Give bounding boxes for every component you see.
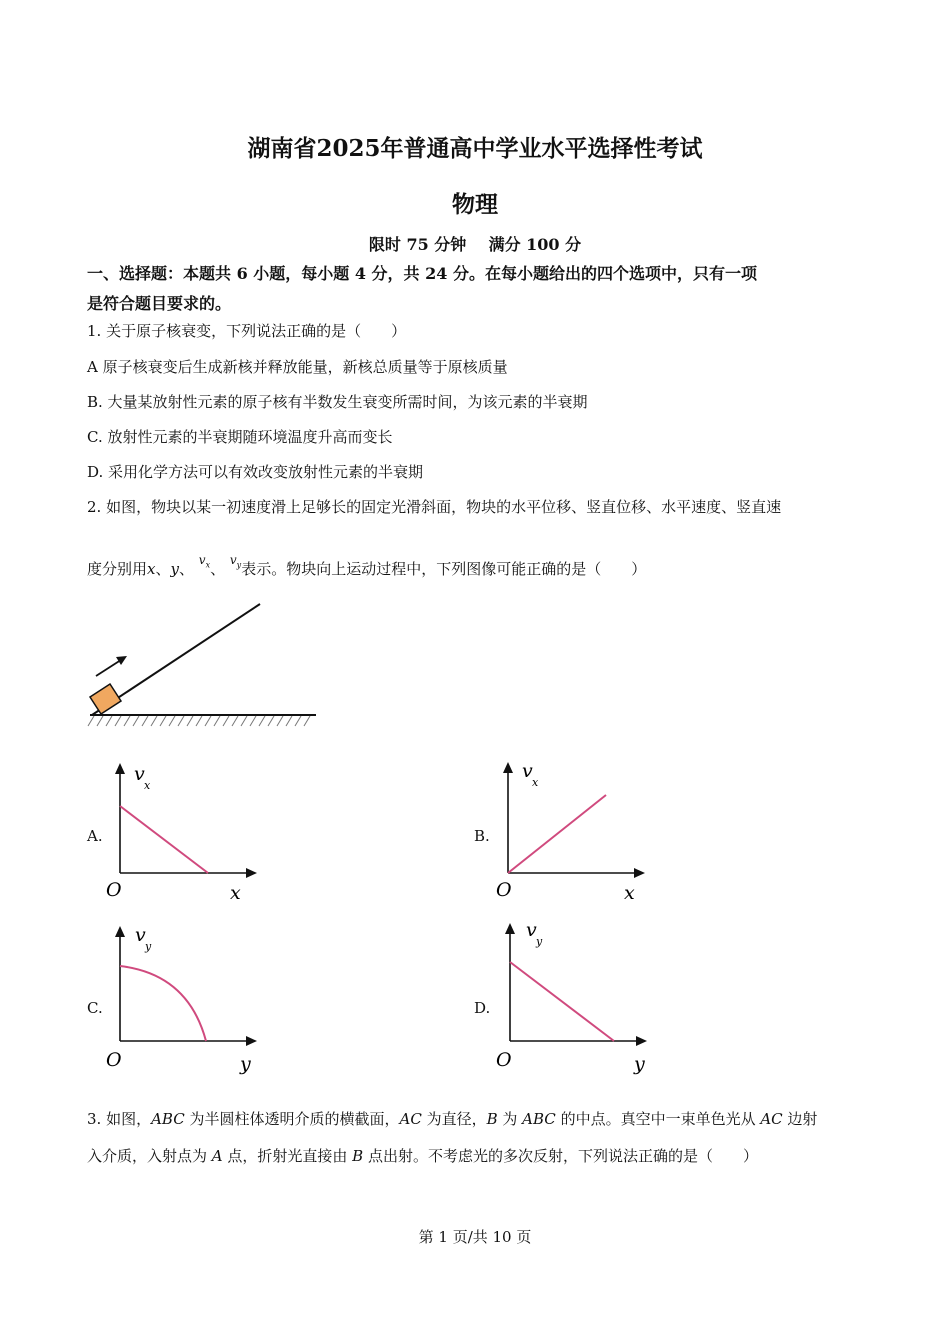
q1-stem: 1. 关于原子核衰变，下列说法正确的是（ ） [87, 322, 407, 340]
graph-d-xlabel: y [634, 1053, 645, 1075]
q2-option-a-label: A. [87, 827, 103, 845]
q2-option-c-label: C. [87, 999, 103, 1017]
graph-a-ysub: x [144, 779, 151, 792]
subject-title: 物理 [452, 191, 498, 218]
q3-stem-line1: 3. 如图，ABC 为半圆柱体透明介质的横截面，AC 为直径，B 为 ABC 的中点。真空中一束单色光从 AC 边射 [87, 1110, 818, 1128]
time-score: 限时 75 分钟 满分 100 分 [368, 235, 582, 254]
graph-b-line [508, 795, 606, 873]
block [90, 684, 121, 714]
graph-b-ysub: x [532, 776, 539, 789]
q2-option-b-label: B. [474, 827, 490, 845]
q2-stem-line2: 度分别用x、y、 $^{v_x}$、 $^{v_y}$表示。物块向上运动过程中，下列图像可能正确的是（ ） [87, 553, 647, 578]
graph-c-ysub: y [145, 940, 152, 953]
graph-a-xlabel: x [230, 882, 241, 904]
q1-option-c: C. 放射性元素的半衰期随环境温度升高而变长 [87, 428, 393, 446]
graph-c-origin: O [106, 1049, 122, 1071]
graph-a-ylabel: v [134, 763, 145, 785]
page-number: 第 1 页/共 10 页 [418, 1228, 532, 1246]
graph-d [494, 918, 654, 1078]
graph-b-origin: O [496, 879, 512, 901]
q1-option-d: D. 采用化学方法可以有效改变放射性元素的半衰期 [87, 463, 424, 481]
graph-a [104, 760, 264, 906]
graph-b-xlabel: x [624, 882, 635, 904]
graph-d-line [510, 962, 614, 1041]
velocity-arrowhead [116, 656, 127, 665]
ground-hatching [88, 716, 310, 726]
graph-a-line [120, 806, 208, 873]
section-heading-line2: 是符合题目要求的。 [87, 294, 232, 313]
graph-b-ylabel: v [522, 760, 533, 782]
graph-a-origin: O [106, 879, 122, 901]
section-heading-line1: 一、选择题：本题共 6 小题，每小题 4 分，共 24 分。在每小题给出的四个选项中，只有一项 [87, 264, 757, 283]
incline-figure [86, 598, 322, 734]
graph-d-ysub: y [536, 935, 543, 948]
graph-d-ylabel: v [526, 919, 537, 941]
graph-c-ylabel: v [135, 924, 146, 946]
exam-title: 湖南省2025年普通高中学业水平选择性考试 [247, 135, 703, 162]
q1-option-b: B. 大量某放射性元素的原子核有半数发生衰变所需时间，为该元素的半衰期 [87, 393, 588, 411]
graph-d-origin: O [496, 1049, 512, 1071]
graph-c-curve [120, 966, 206, 1041]
q2-stem-line1: 2. 如图，物块以某一初速度滑上足够长的固定光滑斜面，物块的水平位移、竖直位移、水平速度、竖直速 [87, 498, 782, 516]
q3-stem-line2: 入介质，入射点为 A 点，折射光直接由 B 点出射。不考虑光的多次反射，下列说法正确的是（ ） [87, 1147, 758, 1165]
graph-c-xlabel: y [240, 1053, 251, 1075]
graph-b [492, 758, 652, 906]
q2-option-d-label: D. [474, 999, 491, 1017]
graph-c [104, 922, 264, 1078]
q1-option-a: A 原子核衰变后生成新核并释放能量，新核总质量等于原核质量 [87, 358, 508, 376]
